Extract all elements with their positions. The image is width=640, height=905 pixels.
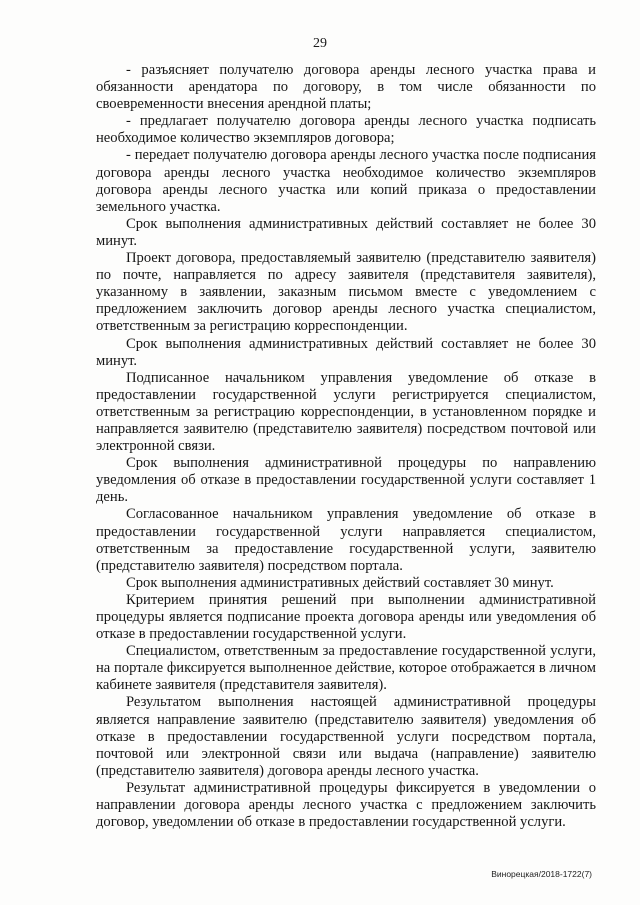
- paragraph-14: Результат административной процедуры фиксируется в уведомлении о направлении договора аренды лесного участка с предложением заключить договор, уведомлении об отказе в предоставлении государственной услуги.: [96, 779, 596, 831]
- paragraph-11: Критерием принятия решений при выполнении административной процедуры является подписание проекта договора аренды или уведомления об отказе в предоставлении государственной услуги.: [96, 591, 596, 643]
- paragraph-3: - передает получателю договора аренды лесного участка после подписания договора аренды лесного участка необходимое количество экземпляров договора аренды лесного участка или копий приказа о предоставлении земельного участка.: [96, 147, 596, 215]
- paragraph-13: Результатом выполнения настоящей административной процедуры является направление заявителю (представителю заявителя) уведомления об отказе в предоставлении государственной услуги посредством портала, почтовой или электронной связи или выдача (направление) заявителю (представителю заявителя) договора аренды лесного участка.: [96, 694, 596, 779]
- paragraph-6: Срок выполнения административных действий составляет не более 30 минут.: [96, 335, 596, 369]
- document-footer-code: Винорецкая/2018-1722(7): [491, 869, 592, 879]
- paragraph-7: Подписанное начальником управления уведомление об отказе в предоставлении государственной услуги регистрируется специалистом, ответственным за регистрацию корреспонденции, в установленном порядке и направляется заявителю (представителю заявителя) посредством почтовой или электронной связи.: [96, 369, 596, 455]
- paragraph-12: Специалистом, ответственным за предоставление государственной услуги, на портале фиксируется выполненное действие, которое отображается в личном кабинете заявителя (представителя заявителя).: [96, 643, 596, 694]
- paragraph-10: Срок выполнения административных действий составляет 30 минут.: [126, 574, 554, 591]
- paragraph-1: - разъясняет получателю договора аренды лесного участка права и обязанности арендатора по договору, в том числе обязанности по своевременности внесения арендной платы;: [96, 62, 596, 113]
- paragraph-9: Согласованное начальником управления уведомление об отказе в предоставлении государственной услуги направляется специалистом, ответственным за предоставление государственной услуги, заявителю (представителю заявителя) посредством портала.: [96, 506, 596, 574]
- paragraph-5: Проект договора, предоставляемый заявителю (представителю заявителя) по почте, направляется по адресу заявителя (представителя заявителя), указанному в заявлении, заказным письмом вместе с уведомлением с предложением заключить договор аренды лесного участка специалистом, ответственным за регистрацию корреспонденции.: [96, 250, 596, 335]
- paragraph-2: - предлагает получателю договора аренды лесного участка подписать необходимое количество экземпляров договора;: [96, 113, 596, 147]
- paragraph-4: Срок выполнения административных действий составляет не более 30 минут.: [96, 215, 596, 249]
- paragraph-8: Срок выполнения административной процедуры по направлению уведомления об отказе в предоставлении государственной услуги составляет 1 день.: [96, 455, 596, 506]
- document-body: [96, 62, 596, 831]
- page-number: 29: [313, 36, 327, 51]
